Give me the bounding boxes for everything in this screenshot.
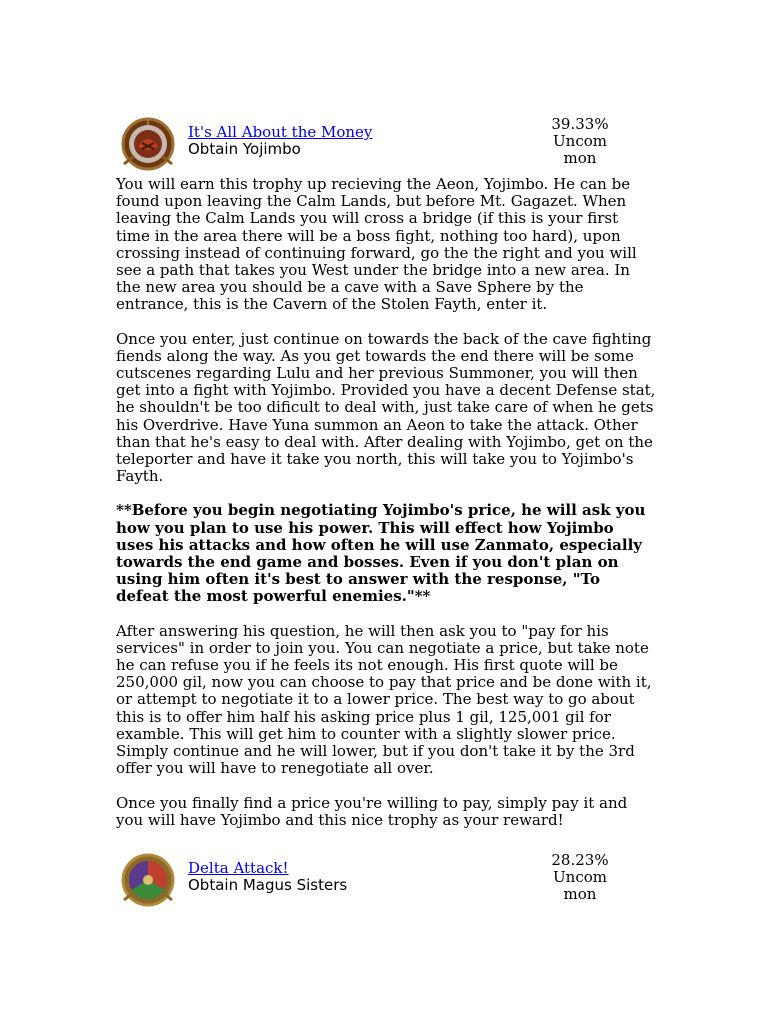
trophy-rarity-label-1: Uncom [553,868,607,886]
trophy-percent: 28.23% [551,851,609,869]
trophy-title-link[interactable]: Delta Attack! [188,859,289,877]
trophy-info [188,124,372,158]
trophy-rarity-label-2: mon [563,885,597,903]
guide-paragraph: You will earn this trophy up recieving the Aeon, Yojimbo. He can be found upon leaving the Calm Lands, but before Mt. Gagazet. When leaving the Calm Lands you will cross a bridge (if this is your first time in the area there will be a boss fight, nothing too hard), upon crossing instead of continuing forward, go the the right and you will see a path that takes you West under the bridge into a new area. In the new area you should be a cave with a Save Sphere by the entrance, this is the Cavern of the Stolen Fayth, enter it. [116,175,637,314]
trophy-info [188,860,347,894]
trophy-rarity-label-1: Uncom [553,132,607,150]
guide-paragraph: Once you finally find a price you're willing to pay, simply pay it and you will have Yojimbo and this nice trophy as your reward! [116,793,628,829]
guide-paragraph: After answering his question, he will then ask you to "pay for his services" in order to join you. You can negotiate a price, but take note he can refuse you if he feels its not enough. His first quote will be 250,000 gil, now you can choose to pay that price and be done with it, or attempt to negotiate it to a lower price. The best way to go about this is to offer him half his asking price plus 1 gil, 125,001 gil for examble. This will get him to counter with a slightly slower price. Simply continue and he will lower, but if you don't take it by the 3rd offer you will have to renegotiate all over. [116,621,652,778]
trophy-rarity [538,116,622,167]
trophy-rarity-label-2: mon [563,149,597,167]
trophy-description: Obtain Magus Sisters [188,876,348,894]
guide-paragraph-bold: **Before you begin negotiating Yojimbo's price, he will ask you how you plan to use his power. This will effect how Yojimbo uses his attacks and how often he will use Zanmato, especially towards the end game and bosses. Even if you don't plan on using him often it's best to answer with the response, "To defeat the most powerful enemies."** [116,501,646,606]
trophy-description: Obtain Yojimbo [188,140,301,158]
trophy-guide-text [116,176,656,846]
trophy-rarity [538,852,622,903]
trophy-row-yojimbo [116,116,652,180]
guide-paragraph: Once you enter, just continue on towards the back of the cave fighting fiends along the way. As you get towards the end there will be some cutscenes regarding Lulu and her previous Summoner, you will then get into a fight with Yojimbo. Provided you have a decent Defense stat, he shouldn't be too dificult to deal with, just take care of when he gets his Overdrive. Have Yuna summon an Aeon to take the attack. Other than that he's easy to deal with. After dealing with Yojimbo, get on the teleporter and have it take you north, this will take you to Yojimbo's Fayth. [116,329,656,486]
magus-sisters-trophy-icon [120,852,176,908]
trophy-title-link[interactable]: It's All About the Money [188,123,373,141]
trophy-percent: 39.33% [551,115,609,133]
yojimbo-trophy-icon [120,116,176,172]
trophy-row-magus-sisters [116,852,652,916]
